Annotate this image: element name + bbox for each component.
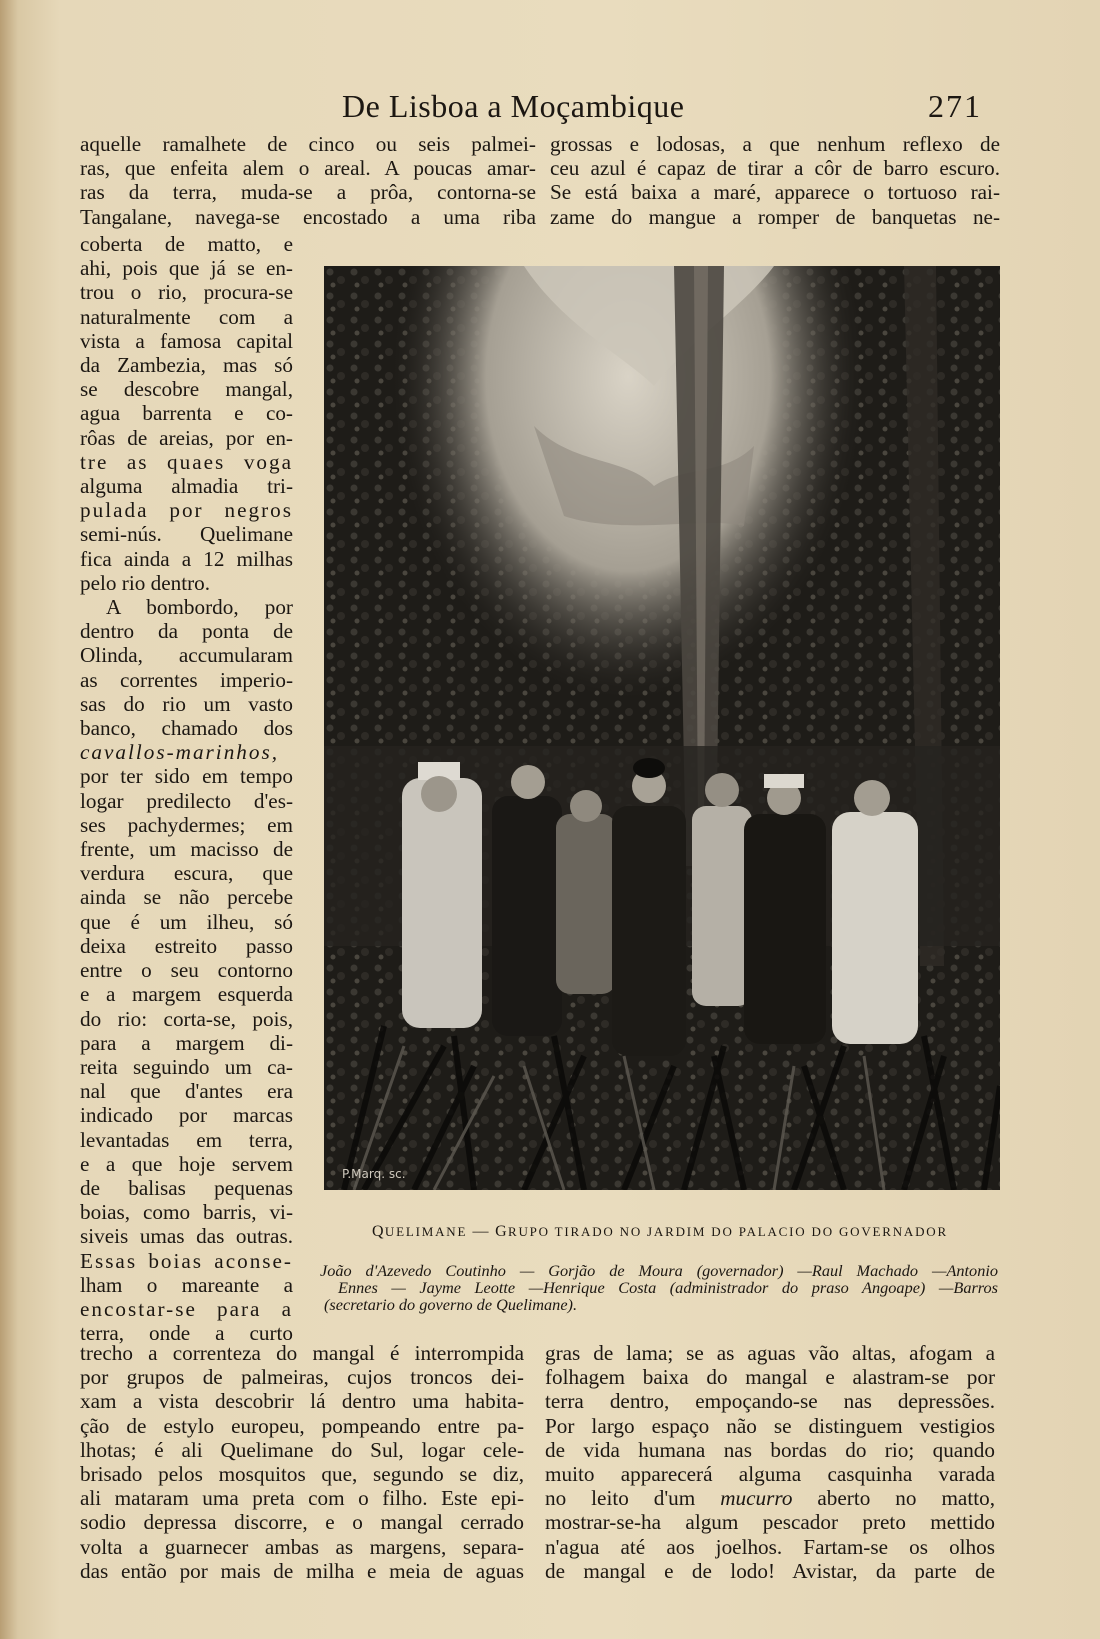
running-head xyxy=(330,88,990,128)
text-line: ses pachydermes; em xyxy=(80,812,293,837)
text-line: por grupos de palmeiras, cujos troncos dei- xyxy=(80,1365,524,1390)
caption-subject: RUPO TIRADO NO JARDIM DO PALACIO DO GOVERNADOR xyxy=(507,1224,948,1239)
text-line: por ter sido em tempo xyxy=(80,764,293,789)
text-line: tre as quaes voga xyxy=(80,449,293,474)
text-line: naturalmente com a xyxy=(80,304,293,329)
text-line: frente, um macisso de xyxy=(80,837,293,862)
text-line: e a que hoje servem xyxy=(80,1151,293,1176)
caption-body xyxy=(320,1262,998,1313)
text-fragment: no leito d'um xyxy=(545,1486,696,1511)
caption-place-initial: Q xyxy=(372,1223,385,1240)
text-line: e a margem esquerda xyxy=(80,982,293,1007)
text-line: A bombordo, por xyxy=(106,595,293,620)
text-line: ras da terra, muda-se a prôa, contorna-se xyxy=(80,180,536,205)
text-line: grossas e lodosas, a que nenhum reflexo de xyxy=(550,132,1000,156)
narrow-column xyxy=(80,232,293,1345)
text-line: indicado por marcas xyxy=(80,1103,293,1128)
text-line: mostrar-se-ha algum pescador preto mettido xyxy=(545,1510,995,1535)
caption-line: (secretario do governo de Quelimane). xyxy=(324,1295,578,1314)
text-line: n'agua até aos joelhos. Fartam-se os olhos xyxy=(545,1534,995,1559)
text-line: das então por mais de milha e meia de aguas xyxy=(80,1558,524,1583)
text-line: folhagem baixa do mangal e alastram-se por xyxy=(545,1365,995,1390)
left-column-bottom xyxy=(80,1341,524,1583)
text-line: Olinda, accumularam xyxy=(80,643,293,668)
text-line: para a margem di- xyxy=(80,1030,293,1055)
text-line: rôas de areias, por en- xyxy=(80,425,293,450)
text-line: trecho a correnteza do mangal é interrompida xyxy=(80,1341,524,1365)
text-line: lhotas; é ali Quelimane do Sul, logar cele- xyxy=(80,1437,524,1462)
text-line: brisado pelos mosquitos que, segundo se diz, xyxy=(80,1462,524,1487)
caption-line: João d'Azevedo Coutinho — Gorjão de Moura (governador) —Raul Machado —Antonio xyxy=(320,1261,998,1280)
text-line: xam a vista descobrir lá dentro uma habita- xyxy=(80,1389,524,1414)
text-line: ção de estylo europeu, pompeando entre pa- xyxy=(80,1413,524,1438)
text-fragment: aberto no matto, xyxy=(817,1486,996,1511)
text-line: dentro da ponta de xyxy=(80,619,293,644)
right-column-top xyxy=(550,132,1000,229)
text-line: muito apparecerá alguma casquinha varada xyxy=(545,1462,995,1487)
text-line: ras, que enfeita alem o areal. A poucas amar- xyxy=(80,156,536,181)
text-line: logar predilecto d'es- xyxy=(80,788,293,813)
text-line: ahi, pois que já se en- xyxy=(80,256,293,281)
photo-halftone xyxy=(324,266,1000,1190)
caption-title xyxy=(300,1223,1020,1241)
text-line: verdura escura, que xyxy=(80,861,293,886)
text-line: ainda se não percebe xyxy=(80,885,293,910)
left-column-top xyxy=(80,132,536,229)
text-line: semi-nús. Quelimane xyxy=(80,522,293,547)
text-line-with-italic xyxy=(545,1486,995,1510)
text-line: nal que d'antes era xyxy=(80,1079,293,1104)
text-line: pulada por negros xyxy=(80,498,293,523)
text-line: terra, onde a curto xyxy=(80,1321,293,1346)
text-line: as correntes imperio- xyxy=(80,667,293,692)
text-line: banco, chamado dos xyxy=(80,716,293,741)
photograph xyxy=(324,266,1000,1190)
right-column-bottom xyxy=(545,1341,995,1583)
caption-place: UELIMANE xyxy=(384,1224,468,1239)
caption-dash: — xyxy=(472,1223,490,1240)
text-line: agua barrenta e co- xyxy=(80,401,293,426)
text-line: lham o mareante a xyxy=(80,1272,293,1297)
text-line: ali mataram uma preta com o filho. Este epi- xyxy=(80,1486,524,1511)
text-line: Por largo espaço não se distinguem vestigios xyxy=(545,1413,995,1438)
text-line: volta a guarnecer ambas as margens, separa- xyxy=(80,1534,524,1559)
text-line: Essas boias aconse- xyxy=(80,1248,293,1273)
text-line-italic xyxy=(80,740,293,764)
text-line: sas do rio um vasto xyxy=(80,691,293,716)
text-line: pelo rio dentro. xyxy=(80,570,211,595)
text-line: da Zambezia, mas só xyxy=(80,353,293,378)
text-line: Se está baixa a maré, apparece o tortuoso rai- xyxy=(550,180,1000,205)
text-line: reita seguindo um ca- xyxy=(80,1054,293,1079)
caption-subject-initial: G xyxy=(495,1223,508,1240)
text-line: terra dentro, empoçando-se nas depressões. xyxy=(545,1389,995,1414)
text-line: trou o rio, procura-se xyxy=(80,280,293,305)
engraver-signature: P.Marq. sc. xyxy=(342,1167,406,1181)
text-line: alguma almadia tri- xyxy=(80,474,293,499)
text-line: coberta de matto, e xyxy=(80,232,293,256)
page-number: 271 xyxy=(928,88,982,124)
text-line: que é um ilheu, só xyxy=(80,909,293,934)
text-line: de mangal e de lodo! Avistar, da parte de xyxy=(545,1558,995,1583)
caption-line: Ennes — Jayme Leotte —Henrique Costa (administrador do praso Angoape) —Barros xyxy=(338,1278,998,1297)
text-line: zame do mangue a romper de banquetas ne- xyxy=(550,204,1000,229)
text-line: encostar-se para a xyxy=(80,1296,293,1321)
text-line: ceu azul é capaz de tirar a côr de barro escuro. xyxy=(550,156,1000,181)
text-line: de vida humana nas bordas do rio; quando xyxy=(545,1437,995,1462)
paragraph-2 xyxy=(80,595,293,1345)
text-line: Tangalane, navega-se encostado a uma riba xyxy=(80,204,536,229)
term-italic: mucurro xyxy=(720,1486,793,1511)
text-line: boias, como barris, vi- xyxy=(80,1200,293,1225)
text-line: sodio depressa discorre, e o mangal cerrado xyxy=(80,1510,524,1535)
text-line: levantadas em terra, xyxy=(80,1127,293,1152)
text-line: aquelle ramalhete de cinco ou seis palmei- xyxy=(80,132,536,156)
text-line: fica ainda a 12 milhas xyxy=(80,546,293,571)
text-line: se descobre mangal, xyxy=(80,377,293,402)
text-line: gras de lama; se as aguas vão altas, afogam a xyxy=(545,1341,995,1365)
text-line: vista a famosa capital xyxy=(80,328,293,353)
paragraph-1 xyxy=(80,232,293,595)
text-line: de balisas pequenas xyxy=(80,1175,293,1200)
text-line: do rio: corta-se, pois, xyxy=(80,1006,293,1031)
text-line: deixa estreito passo xyxy=(80,933,293,958)
text-line: entre o seu contorno xyxy=(80,958,293,983)
term-italic: cavallos-marinhos, xyxy=(80,740,280,765)
text-line: siveis umas das outras. xyxy=(80,1224,293,1249)
running-title: De Lisboa a Moçambique xyxy=(342,88,685,124)
